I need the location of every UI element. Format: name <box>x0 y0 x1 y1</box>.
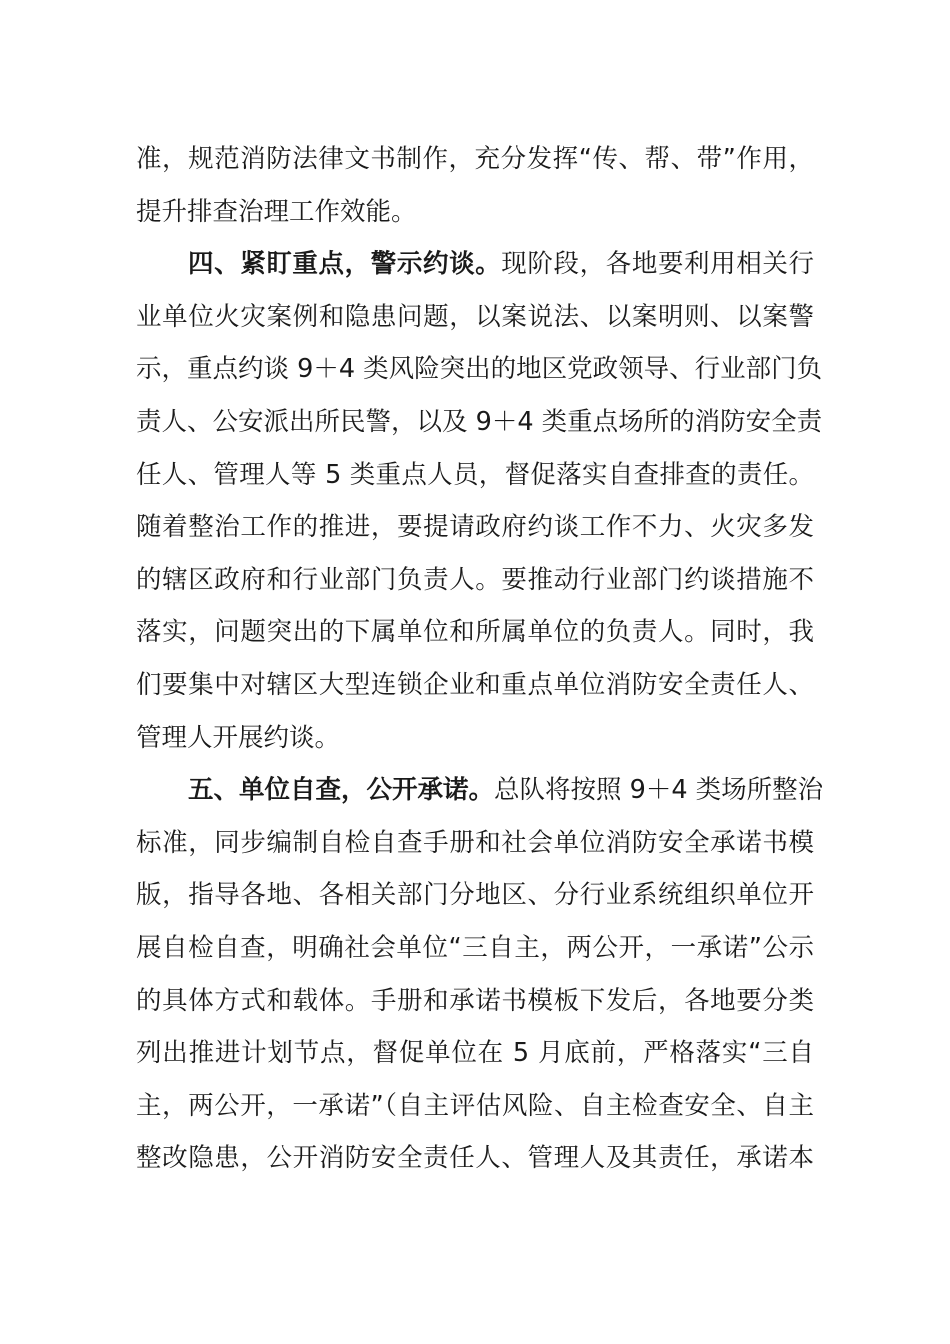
paragraph-line: 随着整治工作的推进，要提请政府约谈工作不力、火灾多发 <box>136 512 814 543</box>
paragraph-line: 主，两公开，一承诺”（自主评估风险、自主检查安全、自主 <box>136 1090 814 1121</box>
paragraph-line: 版，指导各地、各相关部门分地区、分行业系统组织单位开 <box>136 880 814 911</box>
paragraph-text: 总队将按照 9＋4 类场所整治 <box>494 775 824 806</box>
paragraph-line: 提升排查治理工作效能。 <box>136 196 417 227</box>
paragraph-line: 展自检自查，明确社会单位“三自主，两公开，一承诺”公示 <box>136 932 814 963</box>
paragraph-line: 责人、公安派出所民警，以及 9＋4 类重点场所的消防安全责 <box>136 406 823 437</box>
paragraph-first-line <box>136 764 824 817</box>
paragraph-line: 业单位火灾案例和隐患问题，以案说法、以案明则、以案警 <box>136 301 814 332</box>
paragraph-line: 整改隐患，公开消防安全责任人、管理人及其责任，承诺本 <box>136 1143 814 1174</box>
paragraph-text: 现阶段，各地要利用相关行 <box>501 249 814 280</box>
paragraph-first-line <box>136 238 814 291</box>
paragraph-line: 管理人开展约谈。 <box>136 722 341 753</box>
paragraph-line: 的辖区政府和行业部门负责人。要推动行业部门约谈措施不 <box>136 564 814 595</box>
paragraph-line: 列出推进计划节点，督促单位在 5 月底前，严格落实“三自 <box>136 1038 814 1069</box>
paragraph-line: 标准，同步编制自检自查手册和社会单位消防安全承诺书模 <box>136 827 814 858</box>
section-heading-five: 五、单位自查，公开承诺。 <box>188 775 495 806</box>
document-body <box>136 133 824 1185</box>
section-heading-four: 四、紧盯重点，警示约谈。 <box>188 249 502 280</box>
paragraph-line: 们要集中对辖区大型连锁企业和重点单位消防安全责任人、 <box>136 669 814 700</box>
paragraph-line: 任人、管理人等 5 类重点人员，督促落实自查排查的责任。 <box>136 459 814 490</box>
paragraph-line: 落实，问题突出的下属单位和所属单位的负责人。同时，我 <box>136 617 814 648</box>
paragraph-line: 示，重点约谈 9＋4 类风险突出的地区党政领导、行业部门负 <box>136 354 823 385</box>
paragraph-line: 准，规范消防法律文书制作，充分发挥“传、帮、带”作用， <box>136 144 814 174</box>
paragraph-line: 的具体方式和载体。手册和承诺书模板下发后，各地要分类 <box>136 985 814 1016</box>
